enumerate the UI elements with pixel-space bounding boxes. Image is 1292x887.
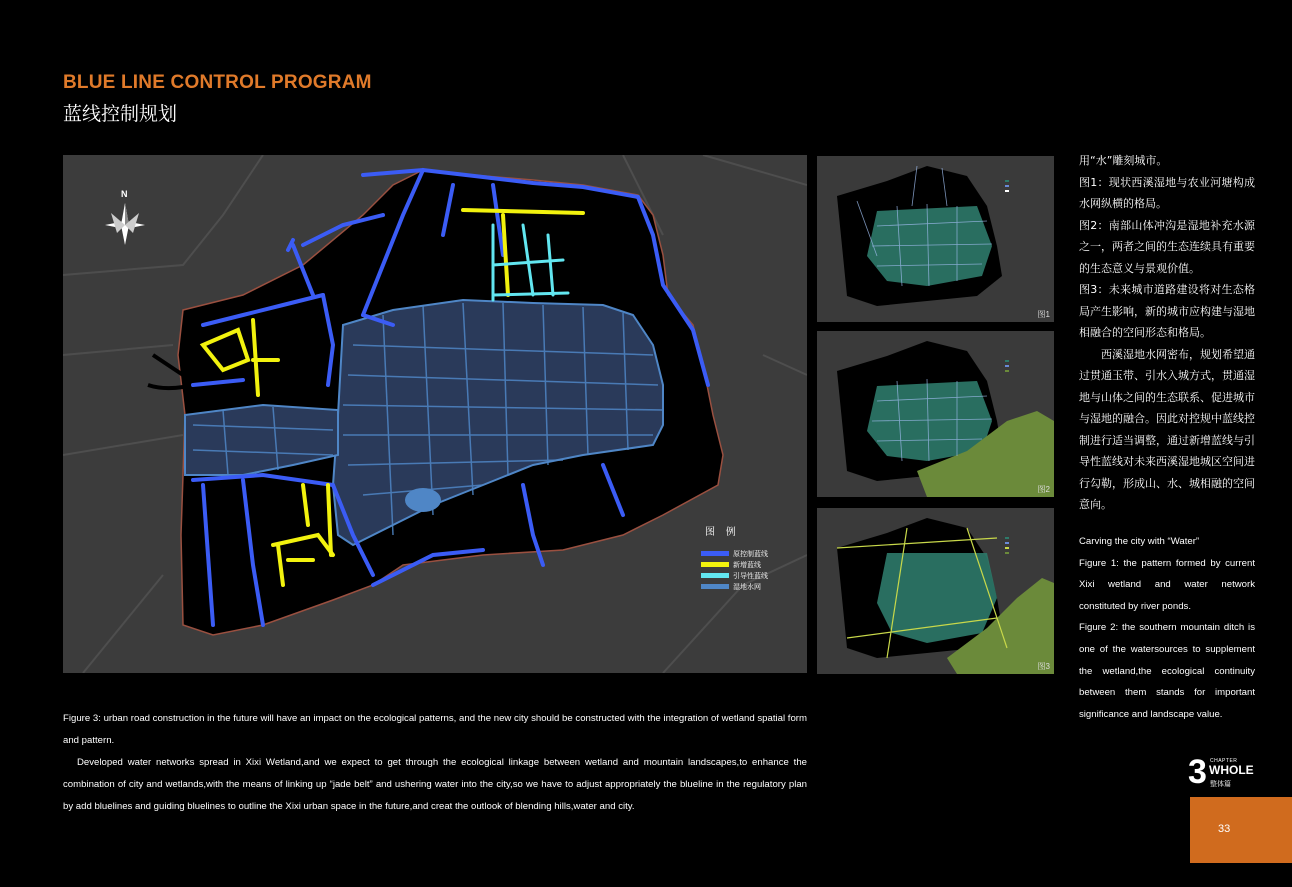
thumbnail-1	[817, 156, 1054, 322]
north-arrow	[95, 185, 155, 255]
chapter-zh: 整体篇	[1210, 780, 1231, 788]
legend-swatch-guiding	[701, 573, 729, 578]
bottom-paragraph: Developed water networks spread in Xixi Wetland,and we expect to get through the ecological linkage between wetland and mountain landscapes,to enhance the combination of city and wetlands,with the means of linking up “jade belt” and ushering water into the city,so we have to adjust appropriately the blueline in the regulatory plan by add bluelines and guiding bluelines to outline the Xixi urban space in the future,and creat the outlook of blending hills,water and city.	[63, 757, 807, 812]
side-zh-paragraph: 图3：未来城市道路建设将对生态格局产生影响，新的城市应构建与湿地相融合的空间形态和格局。	[1079, 283, 1255, 339]
title-zh: 蓝线控制规划	[63, 103, 178, 125]
legend-item	[701, 581, 768, 592]
side-zh-paragraph: 图2：南部山体冲沟是湿地补充水源之一，两者之间的生态连续具有重要的生态意义与景观价值。	[1079, 218, 1255, 275]
chapter-word: WHOLE	[1209, 763, 1254, 777]
north-letter: N	[121, 189, 128, 199]
thumbnail-3	[817, 508, 1054, 674]
thumbnail-3-label: 图3	[1037, 662, 1050, 671]
chapter-mark	[1188, 753, 1258, 793]
thumbnail-3-map	[817, 508, 1054, 674]
compass-icon	[95, 185, 155, 255]
side-text-zh	[1079, 150, 1255, 516]
side-en-paragraph: Figure 1: the pattern formed by current Xixi wetland and water network constituted by river ponds.	[1079, 557, 1255, 612]
chapter-small-label: CHAPTER	[1210, 758, 1238, 764]
legend-label: 新增蓝线	[733, 561, 761, 569]
map-graphic	[63, 155, 807, 673]
legend-title: 图 例	[705, 527, 740, 538]
thumbnail-1-label: 图1	[1037, 310, 1050, 319]
title-en: BLUE LINE CONTROL PROGRAM	[63, 72, 372, 93]
side-zh-paragraph: 用“水”雕刻城市。	[1079, 154, 1168, 167]
legend-item	[701, 559, 768, 570]
thumbnail-1-map	[817, 156, 1054, 322]
side-en-paragraph: Figure 2: the southern mountain ditch is one of the watersources to supplement the wetland,the ecological continuity between them stands for important significance and landscape value.	[1079, 622, 1255, 720]
side-en-paragraph: Carving the city with “Water”	[1079, 536, 1200, 547]
chapter-number: 3	[1188, 753, 1207, 791]
main-map	[63, 155, 807, 673]
map-legend	[701, 523, 768, 592]
bottom-text	[63, 708, 807, 818]
legend-label: 引导性蓝线	[733, 572, 768, 580]
legend-swatch-new	[701, 562, 729, 567]
thumbnail-2-map	[817, 331, 1054, 497]
page-number: 33	[1218, 823, 1231, 835]
bottom-paragraph: Figure 3: urban road construction in the future will have an impact on the ecological patterns, and the new city should be constructed with the integration of wetland spatial form and pattern.	[63, 713, 807, 746]
legend-label: 湿地水网	[733, 583, 761, 591]
thumbnail-2-label: 图2	[1037, 485, 1050, 494]
side-zh-paragraph: 西溪湿地水网密布，规划希望通过贯通玉带、引水入城方式，贯通湿地与山体之间的生态联系、促进城市与湿地的融合。因此对控规中蓝线控制进行适当调整，通过新增蓝线与引导性蓝线对未来西溪湿地城区空间进行勾勒，形成山、水、城相融的空间意向。	[1079, 347, 1255, 511]
legend-item	[701, 548, 768, 559]
side-zh-paragraph: 图1：现状西溪湿地与农业河塘构成水网纵横的格局。	[1079, 175, 1255, 210]
legend-label: 原控制蓝线	[733, 550, 768, 558]
legend-swatch-original	[701, 551, 729, 556]
legend-swatch-wetland	[701, 584, 729, 589]
page-number-box	[1190, 797, 1292, 863]
thumbnail-2	[817, 331, 1054, 497]
side-text-en	[1079, 531, 1255, 725]
legend-item	[701, 570, 768, 581]
